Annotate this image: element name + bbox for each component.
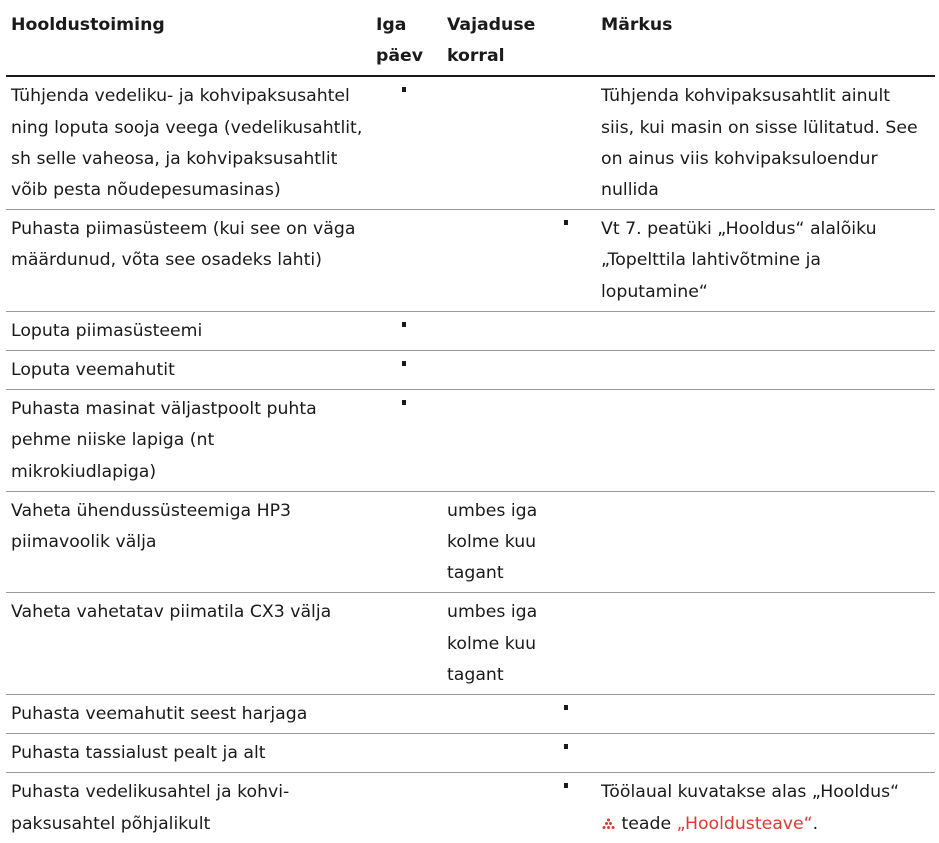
cell-action: Puhasta veemahutit seest harjaga <box>11 704 308 725</box>
cell-action: Vaheta ühendussüsteemiga HP3 piimavoolik välja <box>11 500 292 553</box>
cell-daily <box>371 210 442 312</box>
cell-note <box>596 351 935 390</box>
table-row <box>6 76 935 209</box>
bullet-mark-icon <box>564 220 568 225</box>
cell-note: Vt 7. peatüki „Hooldus“ alalõiku „Topelttila lahtivõtmine ja loputamine“ <box>601 219 877 302</box>
table-row <box>6 390 935 492</box>
cell-note <box>596 491 935 593</box>
header-as-needed: Vajaduse korral <box>442 6 596 76</box>
table-row <box>6 311 935 350</box>
bullet-mark-icon <box>402 361 406 366</box>
header-action: Hooldustoiming <box>6 6 371 76</box>
table-row <box>6 773 935 843</box>
cell-daily <box>371 311 442 350</box>
cell-note <box>596 593 935 695</box>
cell-as-needed: umbes iga kolme kuu tagant <box>447 500 538 584</box>
cell-note <box>596 773 935 843</box>
table-row <box>6 491 935 593</box>
cell-as-needed <box>442 734 596 773</box>
bullet-mark-icon <box>564 744 568 749</box>
table-row <box>6 734 935 773</box>
cell-action: Puhasta piimasüsteem (kui see on väga määrdunud, võta see osadeks lahti) <box>11 219 356 271</box>
cell-action: Loputa veemahutit <box>11 360 175 381</box>
cell-daily <box>371 351 442 390</box>
header-note: Märkus <box>596 6 935 76</box>
cell-note <box>596 390 935 492</box>
cell-note <box>596 695 935 734</box>
cell-action: Vaheta vahetatav piimatila CX3 välja <box>11 602 332 623</box>
table-row <box>6 593 935 695</box>
table-header-row <box>6 6 935 76</box>
bullet-mark-icon <box>402 322 406 327</box>
bullet-mark-icon <box>564 783 568 788</box>
cell-daily <box>371 593 442 695</box>
cell-daily <box>371 773 442 843</box>
cell-action: Puhasta masinat väljastpoolt puhta pehme niiske lapiga (nt mikrokiudlapiga) <box>11 399 317 482</box>
cell-daily <box>371 491 442 593</box>
cell-action: Puhasta vedelikusahtel ja kohvipaksusahtel põhjalikult <box>11 782 290 834</box>
cell-action: Tühjenda vedeliku- ja kohvipaksusahtel ning loputa sooja veega (vedelikusahtlit, sh selle vaheosa, ja kohvipaksusahtlit võib pesta nõudepesumasinas) <box>11 86 363 201</box>
note-end: . <box>812 813 819 834</box>
note-suffix: teade <box>621 813 672 834</box>
table-row <box>6 351 935 390</box>
cell-as-needed <box>442 210 596 312</box>
cell-as-needed <box>442 773 596 843</box>
maintenance-info-link[interactable]: „Hooldusteave“ <box>676 813 813 834</box>
cell-action: Puhasta tassialust pealt ja alt <box>11 743 266 764</box>
note-text: Töölaual kuvatakse alas „Hooldus“ <box>601 782 900 803</box>
bullet-mark-icon <box>402 87 406 92</box>
cell-as-needed <box>442 311 596 350</box>
header-daily: Iga päev <box>371 6 442 76</box>
cell-as-needed <box>442 695 596 734</box>
cell-daily <box>371 76 442 209</box>
table-row <box>6 695 935 734</box>
bullet-mark-icon <box>564 705 568 710</box>
cell-action: Loputa piimasüsteemi <box>11 320 203 341</box>
cell-as-needed: umbes iga kolme kuu tagant <box>447 602 538 685</box>
maintenance-table <box>6 6 935 843</box>
cell-daily <box>371 734 442 773</box>
table-row <box>6 210 935 312</box>
cell-daily <box>371 695 442 734</box>
cell-note: Tühjenda kohvipaksusahtlit ainult siis, kui masin on sisse lülitatud. See on ainus viis kohvipaksuloendur nullida <box>601 86 918 201</box>
warning-dots-icon <box>601 814 616 834</box>
cell-as-needed <box>442 390 596 492</box>
cell-as-needed <box>442 351 596 390</box>
cell-daily <box>371 390 442 492</box>
cell-as-needed <box>442 76 596 209</box>
cell-note <box>596 311 935 350</box>
bullet-mark-icon <box>402 400 406 405</box>
cell-note <box>596 734 935 773</box>
